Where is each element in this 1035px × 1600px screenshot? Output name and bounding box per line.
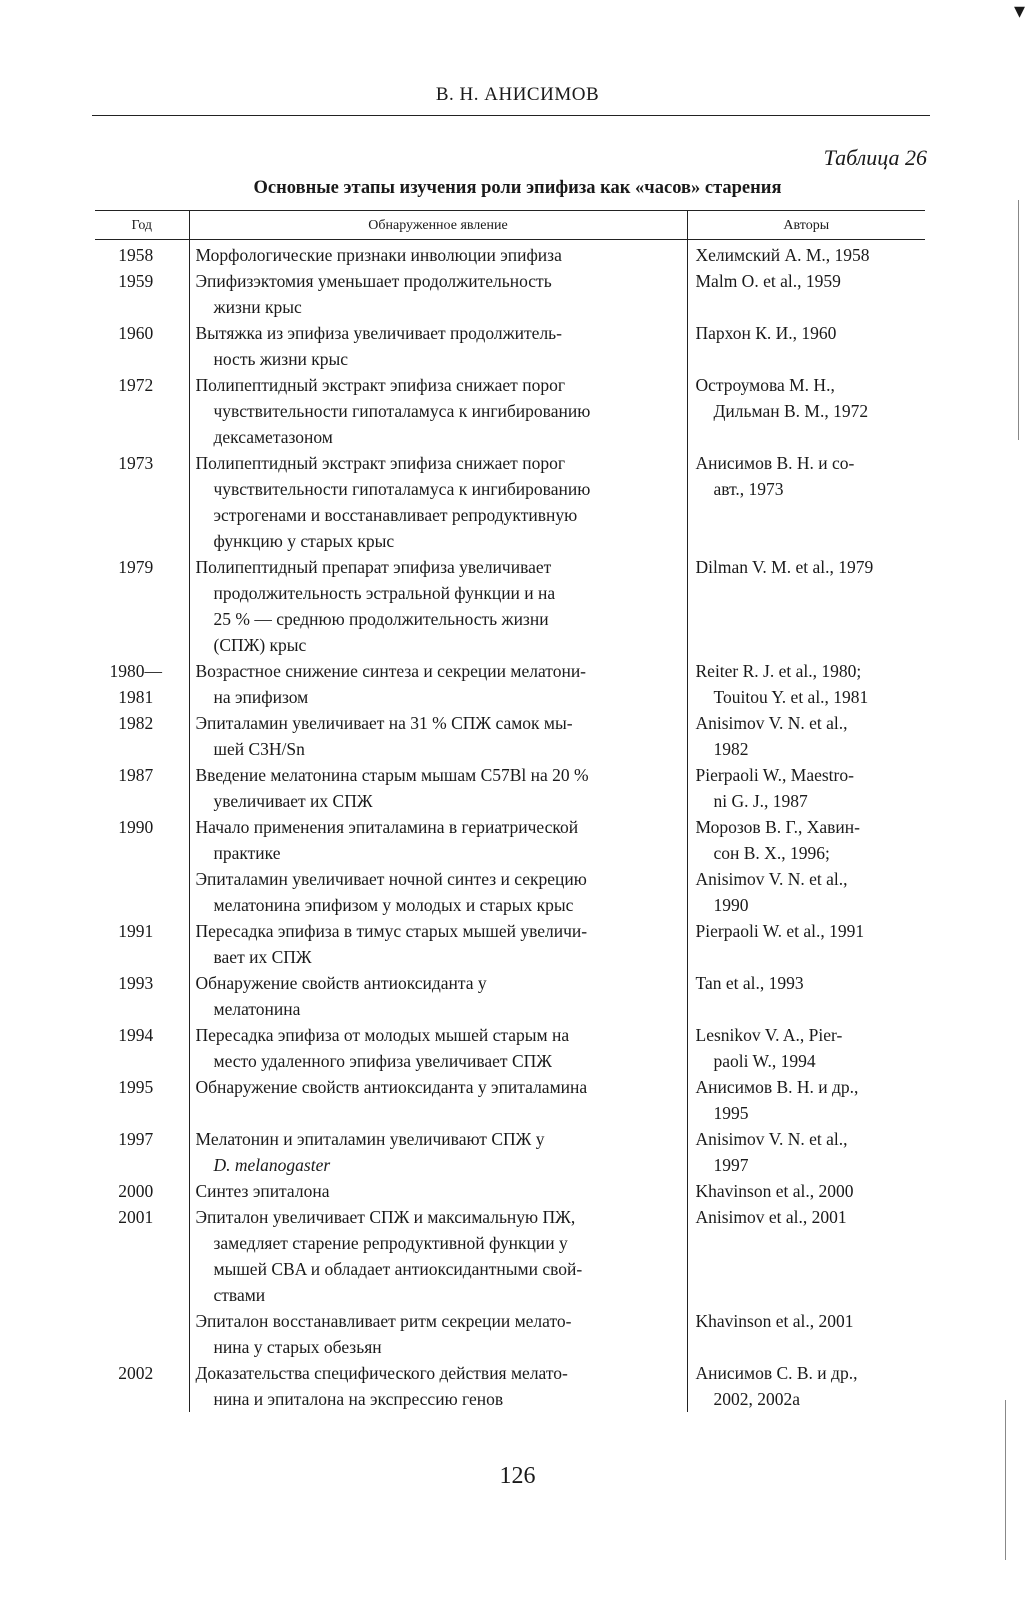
cell-authors-line: Остроумова М. Н., [695,375,835,395]
cell-finding-line: нина у старых обезьян [213,1337,382,1357]
cell-finding-line: на эпифизом [213,687,309,707]
scan-margin-line [1018,200,1019,440]
cell-authors-line: Anisimov V. N. et al., [695,1129,848,1149]
cell-finding [189,554,687,658]
cell-authors [687,1022,925,1074]
cell-authors-line: Khavinson et al., 2000 [695,1181,854,1201]
cell-finding-line: D. melanogaster [213,1155,331,1175]
table-row [95,240,925,269]
cell-authors [687,814,925,866]
cell-finding-line: Возрастное снижение синтеза и секреции мелатони- [195,661,587,681]
cell-year-line: 1990 [118,817,154,837]
cell-finding [189,1360,687,1412]
cell-finding [189,268,687,320]
cell-finding-line: вает их СПЖ [213,947,312,967]
cell-year [95,658,189,710]
table-row [95,814,925,866]
cell-year-line: 1960 [118,323,154,343]
cell-authors [687,1204,925,1308]
cell-year-line: 1994 [118,1025,154,1045]
table-row [95,866,925,918]
cell-year-line: 1972 [118,375,154,395]
cell-authors [687,710,925,762]
cell-authors [687,268,925,320]
cell-finding-line: Эпиталон восстанавливает ритм секреции мелато- [195,1311,572,1331]
table-row [95,1178,925,1204]
cell-year [95,1178,189,1204]
cell-authors [687,240,925,269]
cell-finding [189,918,687,970]
table-row [95,1360,925,1412]
cell-year-line: 1959 [118,271,154,291]
cell-authors [687,658,925,710]
cell-authors [687,918,925,970]
cell-year [95,762,189,814]
cell-finding-line: место удаленного эпифиза увеличивает СПЖ [213,1051,552,1071]
cell-finding-line: нина и эпиталона на экспрессию генов [213,1389,504,1409]
table-row [95,1074,925,1126]
cell-finding [189,450,687,554]
cell-year [95,372,189,450]
cell-year-line: 1973 [118,453,154,473]
cell-authors-line: Хелимский А. М., 1958 [695,245,870,265]
cell-authors [687,450,925,554]
cell-finding-line: ность жизни крыс [213,349,349,369]
cell-authors [687,1178,925,1204]
cell-authors-line: Дильман В. М., 1972 [713,401,869,421]
header-rule [92,115,930,116]
cell-finding [189,1178,687,1204]
cell-year-line: 1958 [118,245,154,265]
column-header-authors: Авторы [687,211,925,240]
cell-authors [687,762,925,814]
cell-finding-line: функцию у старых крыс [213,531,395,551]
cell-year [95,814,189,866]
cell-year-line: 1991 [118,921,154,941]
table-row [95,762,925,814]
cell-authors-line: 1990 [713,895,749,915]
running-header: В. Н. АНИСИМОВ [435,84,600,105]
cell-finding-line: продолжительность эстральной функции и на [213,583,556,603]
cell-authors [687,1126,925,1178]
cell-finding [189,1204,687,1308]
cell-finding [189,762,687,814]
cell-finding [189,658,687,710]
cell-finding-line: Синтез эпиталона [195,1181,330,1201]
cell-authors-line: Пархон К. И., 1960 [695,323,837,343]
table-title: Основные этапы изучения роли эпифиза как «часов» старения [253,178,782,198]
cell-finding-line: дексаметазоном [213,427,333,447]
cell-year-line: 1979 [118,557,154,577]
cell-finding [189,1074,687,1126]
cell-authors [687,320,925,372]
cell-authors-line: Dilman V. M. et al., 1979 [695,557,874,577]
cell-year [95,320,189,372]
cell-year [95,1074,189,1126]
table-row [95,554,925,658]
cell-authors-line: Anisimov V. N. et al., [695,713,848,733]
cell-finding-line: увеличивает их СПЖ [213,791,373,811]
cell-finding [189,320,687,372]
cell-year-line: 2002 [118,1363,154,1383]
table-row [95,1308,925,1360]
cell-year-line: 1995 [118,1077,154,1097]
cell-finding-line: Доказательства специфического действия мелато- [195,1363,568,1383]
cell-authors-line: 1982 [713,739,749,759]
cell-finding [189,240,687,269]
cell-finding-line: (СПЖ) крыс [213,635,307,655]
cell-year [95,710,189,762]
cell-authors-line: Pierpaoli W. et al., 1991 [695,921,865,941]
cell-authors-line: Анисимов В. Н. и др., [695,1077,859,1097]
cell-year-line: 1980— [109,661,162,681]
table-body [95,240,925,1413]
cell-authors-line: авт., 1973 [713,479,784,499]
column-header-year: Год [95,211,189,240]
page-number: 126 [499,1463,536,1489]
cell-year [95,240,189,269]
cell-authors-line: Reiter R. J. et al., 1980; [695,661,862,681]
cell-authors-line: 2002, 2002а [713,1389,801,1409]
cell-authors-line: Khavinson et al., 2001 [695,1311,854,1331]
cell-year-line: 1981 [118,687,154,707]
cell-year-line: 1982 [118,713,154,733]
table-row [95,1022,925,1074]
cell-finding-line: Полипептидный препарат эпифиза увеличивает [195,557,552,577]
cell-authors-line: Touitou Y. et al., 1981 [713,687,869,707]
cell-authors [687,1308,925,1360]
cell-finding-line: эстрогенами и восстанавливает репродуктивную [213,505,578,525]
cell-finding-line: чувствительности гипоталамуса к ингибированию [213,479,591,499]
cell-authors-line: Морозов В. Г., Хавин- [695,817,860,837]
cell-finding-line: мелатонина [213,999,301,1019]
cell-year [95,1126,189,1178]
cell-authors-line: сон В. Х., 1996; [713,843,830,863]
cell-finding [189,1126,687,1178]
cell-authors-line: 1995 [713,1103,749,1123]
cell-year [95,268,189,320]
cell-finding [189,866,687,918]
cell-finding-line: чувствительности гипоталамуса к ингибированию [213,401,591,421]
cell-year [95,866,189,918]
table-row [95,320,925,372]
cell-finding-line: Полипептидный экстракт эпифиза снижает порог [195,453,565,473]
cell-finding-line: жизни крыс [213,297,302,317]
cell-finding-line: мелатонина эпифизом у молодых и старых крыс [213,895,574,915]
cell-finding-line: Обнаружение свойств антиоксиданта у эпиталамина [195,1077,588,1097]
cell-finding-line: замедляет старение репродуктивной функции у [213,1233,568,1253]
cell-finding-line: мышей CBA и обладает антиоксидантными свой- [213,1259,583,1279]
cell-authors [687,372,925,450]
table-number: Таблица 26 [823,145,927,170]
cell-year [95,918,189,970]
cell-finding [189,710,687,762]
cell-finding-line: практике [213,843,281,863]
table-row [95,1204,925,1308]
stages-table [95,210,925,1412]
cell-finding-line: Морфологические признаки инволюции эпифиза [195,245,562,265]
cell-year [95,1360,189,1412]
cell-year [95,450,189,554]
cell-finding [189,814,687,866]
cell-finding [189,1022,687,1074]
cell-finding-line: 25 % — среднюю продолжительность жизни [213,609,549,629]
table-row [95,658,925,710]
cell-year [95,554,189,658]
cell-authors [687,970,925,1022]
cell-finding-line: Пересадка эпифиза в тимус старых мышей увеличи- [195,921,588,941]
cell-authors-line: Anisimov V. N. et al., [695,869,848,889]
cell-finding [189,1308,687,1360]
cell-authors-line: Pierpaoli W., Maestro- [695,765,854,785]
cell-authors-line: Lesnikov V. A., Pier- [695,1025,843,1045]
cell-year-line: 1997 [118,1129,154,1149]
cell-year-line: 2001 [118,1207,154,1227]
cell-year [95,970,189,1022]
cell-authors-line: Malm O. et al., 1959 [695,271,841,291]
cell-authors-line: 1997 [713,1155,749,1175]
cell-year-line: 1987 [118,765,154,785]
cell-authors [687,1360,925,1412]
cell-authors-line: ni G. J., 1987 [713,791,808,811]
table-row [95,918,925,970]
cell-authors [687,866,925,918]
cell-year [95,1204,189,1308]
cell-authors-line: paoli W., 1994 [713,1051,816,1071]
table-row [95,450,925,554]
cell-finding-line: Введение мелатонина старым мышам C57Bl на 20 % [195,765,589,785]
column-header-finding: Обнаруженное явление [189,211,687,240]
cell-finding-line: Пересадка эпифиза от молодых мышей старым на [195,1025,570,1045]
table-row [95,710,925,762]
cell-finding-line: Мелатонин и эпиталамин увеличивают СПЖ у [195,1129,545,1149]
cell-authors [687,1074,925,1126]
cell-finding-line: Эпифизэктомия уменьшает продолжительность [195,271,552,291]
cell-finding-line: Вытяжка из эпифиза увеличивает продолжитель- [195,323,562,343]
table-row [95,268,925,320]
table-header-row [95,211,925,240]
corner-mark: ▾ [1013,0,1025,23]
cell-finding-line: Полипептидный экстракт эпифиза снижает порог [195,375,565,395]
cell-year-line: 1993 [118,973,154,993]
table-row [95,372,925,450]
cell-finding-line: Обнаружение свойств антиоксиданта у [195,973,487,993]
cell-finding-line: Эпиталон увеличивает СПЖ и максимальную ПЖ, [195,1207,576,1227]
cell-year [95,1022,189,1074]
cell-finding-line: Эпиталамин увеличивает на 31 % СПЖ самок мы- [195,713,573,733]
cell-authors-line: Anisimov et al., 2001 [695,1207,847,1227]
cell-authors-line: Анисимов В. Н. и со- [695,453,855,473]
cell-year [95,1308,189,1360]
cell-finding-line: ствами [213,1285,266,1305]
cell-finding [189,970,687,1022]
table-row [95,970,925,1022]
table-row [95,1126,925,1178]
cell-finding-line: Эпиталамин увеличивает ночной синтез и секрецию [195,869,587,889]
cell-finding-line: шей C3H/Sn [213,739,305,759]
cell-finding-line: Начало применения эпиталамина в гериатрической [195,817,579,837]
cell-authors-line: Tan et al., 1993 [695,973,804,993]
cell-authors-line: Анисимов С. В. и др., [695,1363,858,1383]
cell-finding [189,372,687,450]
cell-authors [687,554,925,658]
cell-year-line: 2000 [118,1181,154,1201]
